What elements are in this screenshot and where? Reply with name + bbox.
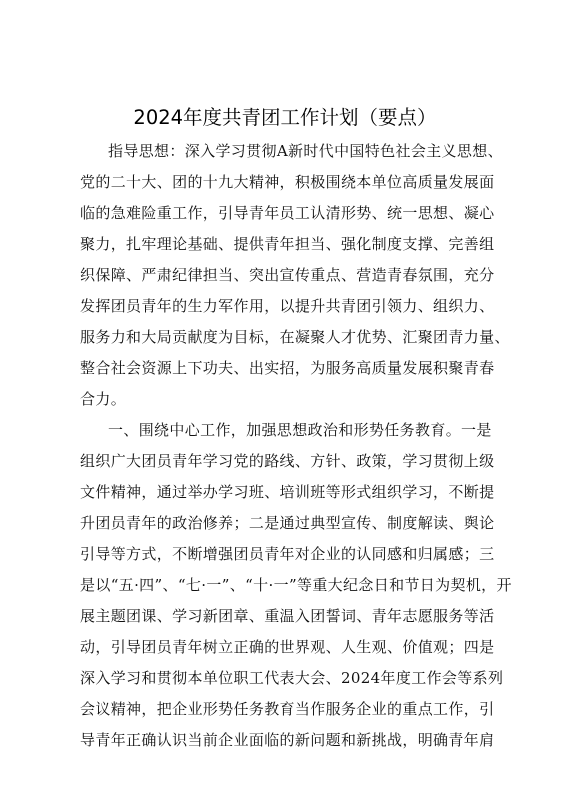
paragraph-line: 合力。 (80, 390, 127, 408)
paragraph-line: 组织广大团员青年学习党的路线、方针、政策，学习贯彻上级 (80, 452, 495, 470)
paragraph-line: 党的二十大、团的十九大精神，积极围绕本单位高质量发展面 (80, 173, 495, 191)
paragraph-line: 发挥团员青年的生力军作用，以提升共青团引领力、组织力、 (80, 297, 495, 315)
document-title: 2024年度共青团工作计划（要点） (133, 106, 437, 129)
paragraph-line: 升团员青年的政治修养；二是通过典型宣传、制度解读、舆论 (80, 514, 495, 532)
paragraph-line: 动，引导团员青年树立正确的世界观、人生观、价值观；四是 (80, 638, 495, 656)
paragraph-line: 展主题团课、学习新团章、重温入团誓词、青年志愿服务等活 (80, 607, 495, 625)
paragraph-line: 是以“五·四”、“七·一”、“十·一”等重大纪念日和节日为契机，开 (80, 576, 512, 594)
paragraph-line: 引导等方式，不断增强团员青年对企业的认同感和归属感；三 (80, 545, 495, 563)
paragraph-line: 深入学习和贯彻本单位职工代表大会、2024年度工作会等系列 (80, 669, 504, 687)
paragraph-line: 文件精神，通过举办学习班、培训班等形式组织学习，不断提 (80, 483, 495, 501)
paragraph-line: 织保障、严肃纪律担当、突出宣传重点、营造青春氛围，充分 (80, 266, 495, 284)
paragraph-line: 导青年正确认识当前企业面临的新问题和新挑战，明确青年肩 (80, 731, 495, 749)
paragraph-line: 一、围绕中心工作，加强思想政治和形势任务教育。一是 (108, 421, 492, 439)
paragraph-line: 整合社会资源上下功夫、出实招，为服务高质量发展积聚青春 (80, 359, 495, 377)
paragraph-line: 服务力和大局贡献度为目标，在凝聚人才优势、汇聚团青力量、 (80, 328, 510, 346)
paragraph-line: 指导思想：深入学习贯彻A新时代中国特色社会主义思想、 (108, 142, 503, 160)
paragraph-line: 会议精神，把企业形势任务教育当作服务企业的重点工作，引 (80, 700, 495, 718)
paragraph-line: 临的急难险重工作，引导青年员工认清形势、统一思想、凝心 (80, 204, 495, 222)
paragraph-line: 聚力，扎牢理论基础、提供青年担当、强化制度支撑、完善组 (80, 235, 495, 253)
